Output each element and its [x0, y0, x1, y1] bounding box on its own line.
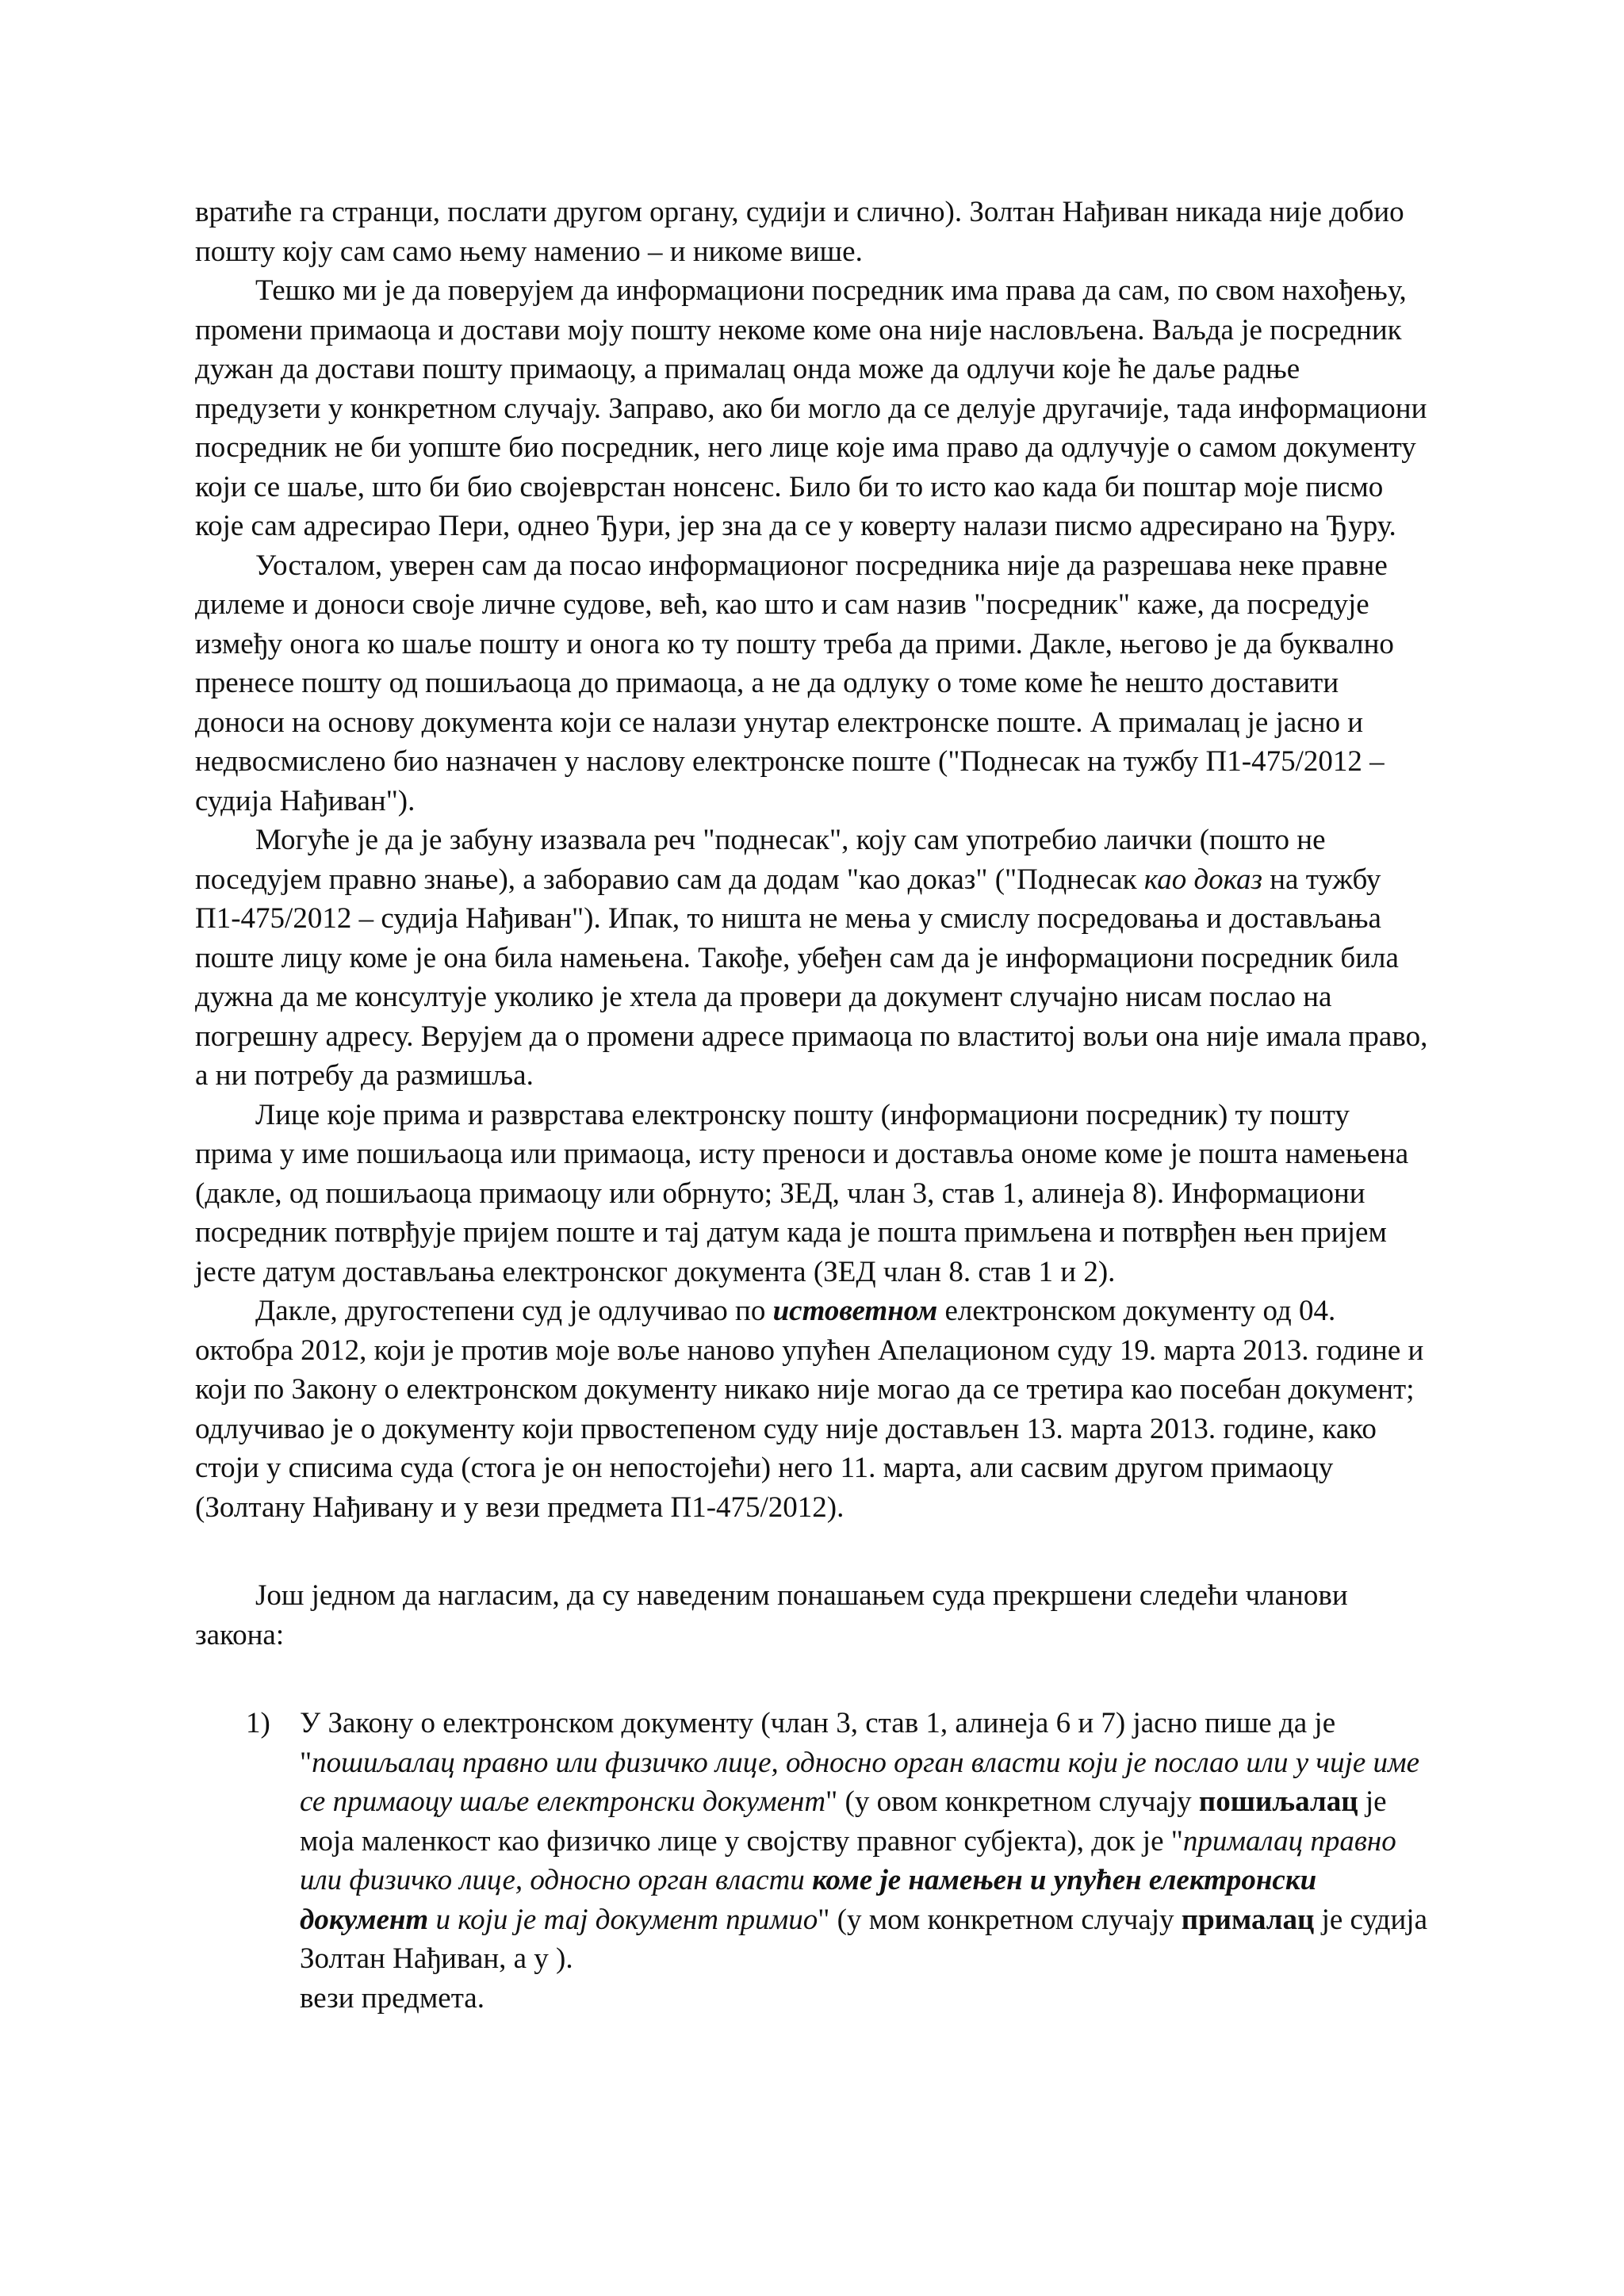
text-run: Могуће је да је забуну изазвала реч "поднесак", коју сам употребио лаички (пошто не поседујем правно знање), а заборавио сам да додам "као доказ" ("Поднесак: [195, 824, 1326, 896]
text-run-italic: пошиљалац правно или физичко лице, односно орган власти који је послао или у чије име се примаоцу шаље електронски документ: [300, 1746, 1420, 1818]
text-run-bold: пошиљалац: [1198, 1785, 1358, 1818]
text-run-italic: прималац правно или физичко лице, односно орган власти: [300, 1824, 1396, 1896]
text-run: је судија Золтан Нађиван, а у ).: [300, 1903, 1427, 1975]
list-item-continuation: вези предмета.: [300, 1981, 485, 2015]
text-run: електронском документу од 04. октобра 2012, који је против моје воље наново упућен Апелационом суду 19. марта 2013. године и који по Закону о електронском документу никако није могао да се третира као посебан документ; одлучивао је о документу који првостепеном суду није достављен 13. марта 2013. године, како стоји у списима суда (стога је он непостојећи) него 11. марта, али сасвим другом примаоцу (Золтану Нађивану и у вези предмета П1-475/2012).: [195, 1295, 1424, 1524]
spacer: [195, 1655, 1429, 1704]
document-body: [195, 193, 1429, 2018]
violations-list: [195, 1704, 1429, 2018]
paragraph-continuation: вратиће га странци, послати другом органу, судији и слично). Золтан Нађиван никада није добио пошту коју сам само њему наменио – и никоме више.: [195, 196, 1404, 268]
list-item-text: [300, 1707, 1427, 1975]
text-run-bold-italic: [773, 1295, 938, 1327]
text-run: " (у мом конкретном случају: [818, 1903, 1182, 1936]
text-run: " (у овом конкретном случају: [825, 1785, 1199, 1818]
text-run: У Закону о електронском документу (члан 3, став 1, алинеја 6 и 7) јасно пише да је ": [300, 1707, 1336, 1779]
paragraph-intermediary-rights: Тешко ми је да поверујем да информациони посредник има права да сам, по свом нахођењу, промени примаоца и достави моју пошту некоме коме она није насловљена. Ваљда је посредник дужан да достави пошту примаоцу, а прималац онда може да одлучи које ће даље радње предузети у конкретном случају. Заправо, ако би могло да се делује другачије, тада информациони посредник не би уопште био посредник, него лице које има право да одлучује о самом документу који се шаље, што би био својеврстан нонсенс. Било би то исто као када би поштар моје писмо које сам адресирао Пери, однео Ђури, јер зна да се у коверту налази писмо адресирано на Ђуру.: [195, 274, 1427, 542]
emphasis-identical: истоветном: [772, 1295, 938, 1327]
paragraph-submission-confusion: [195, 821, 1429, 1096]
text-run: Дакле, другостепени суд је одлучивао по: [255, 1295, 773, 1327]
text-run-italic: и који је тај документ примио: [428, 1903, 818, 1936]
paragraph-email-handling: Лице које прима и разврстава електронску пошту (информациони посредник) ту пошту прима у име пошиљаоца или примаоца, исту преноси и доставља ономе коме је пошта намењена (дакле, од пошиљаоца примаоцу или обрнуто; ЗЕД, члан 3, став 1, алинеја 8). Информациони посредник потврђује пријем поште и тај датум када је пошта примљена и потврђен њен пријем јесте датум достављања електронског документа (ЗЕД члан 8. став 1 и 2).: [195, 1098, 1409, 1288]
paragraph-court-decision: [195, 1292, 1429, 1527]
text-run-italic: као доказ: [1143, 863, 1262, 896]
text-run-bold: прималац: [1181, 1903, 1315, 1936]
emphasis-intended: коме је намењен и упућен електронски документ: [300, 1864, 1317, 1936]
list-item: [195, 1704, 1429, 2018]
spacer: [195, 1527, 1429, 1576]
text-run: је моја маленкост као физичко лице у својству правног субјекта), док је ": [300, 1785, 1387, 1858]
paragraph-intermediary-role: Уосталом, уверен сам да посао информационог посредника није да разрешава неке правне дилеме и доноси своје личне судове, већ, као што и сам назив "посредник" каже, да посредује између онога ко шаље пошту и онога ко ту пошту треба да прими. Дакле, његово је да буквално пренесе пошту од пошиљаоца до примаоца, а не да одлуку о томе коме ће нешто доставити доноси на основу документа који се налази унутар електронске поште. А прималац је јасно и недвосмислено био назначен у наслову електронске поште ("Поднесак на тужбу П1-475/2012 – судија Нађиван").: [195, 549, 1394, 817]
text-run: на тужбу П1-475/2012 – судија Нађиван"). Ипак, то ништа не мења у смислу посредовања и достављања поште лицу коме је она била намењена. Такође, убеђен сам да је информациони посредник била дужна да ме консултује уколико је хтела да провери да документ случајно нисам послао на погрешну адресу. Верујем да о промени адресе примаоца по властитој вољи она није имала право, а ни потребу да размишља.: [195, 863, 1428, 1092]
paragraph-violations-intro: Још једном да нагласим, да су наведеним понашањем суда прекршени следећи чланови закона:: [195, 1579, 1348, 1651]
list-item-number: 1): [246, 1707, 270, 1739]
